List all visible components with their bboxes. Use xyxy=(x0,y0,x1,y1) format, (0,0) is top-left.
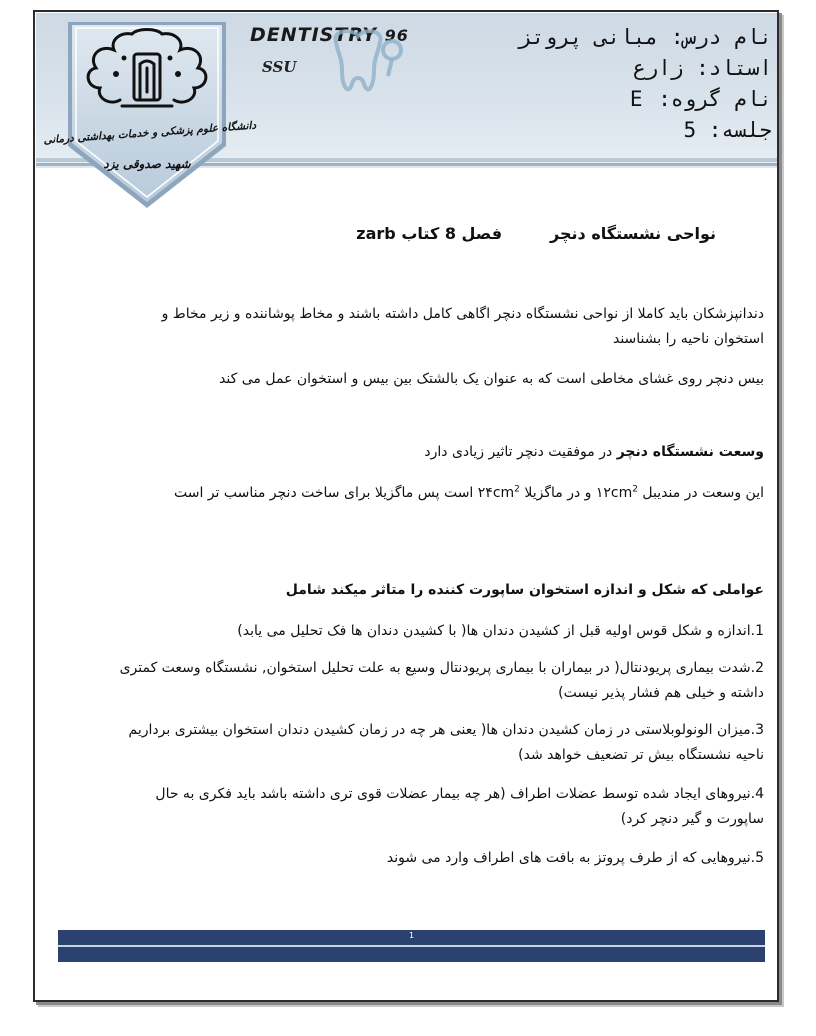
document-title xyxy=(196,224,716,243)
university-logo xyxy=(43,18,257,210)
paragraph-3 xyxy=(114,440,764,465)
title-topic: نواحی نشستگاه دنچر xyxy=(550,224,716,243)
dentistry-badge-text: DENTISTRY xyxy=(250,24,377,46)
paragraph-4-part-c: است پس ماگزیلا برای ساخت دنچر مناسب تر است xyxy=(173,485,478,501)
factor-item-1: 1.اندازه و شکل قوس اولیه قبل از کشیدن دندان ها( با کشیدن دندان ها فک تحلیل می یابد) xyxy=(237,623,764,639)
factor-item-4: 4.نیروهای ایجاد شده توسط عضلات اطراف (هر چه بیمار عضلات قوی تری داشته باشد باید فکری به حال ساپورت و گیر دنچر کرد) xyxy=(155,786,764,827)
dentistry-badge-year: 96 xyxy=(384,26,409,45)
title-chapter: فصل 8 کتاب zarb xyxy=(356,224,503,243)
paragraph-1: دندانپزشکان باید کاملا از نواحی نشستگاه دنچر اگاهی کامل داشته باشند و مخاط پوشاننده و زیر مخاط و استخوان ناحیه را بشناسند xyxy=(161,306,764,347)
course-info xyxy=(452,22,772,146)
logo-caption-2: شهید صدوقی یزد xyxy=(103,157,191,171)
paragraph-2: بیس دنچر روی غشای مخاطی است که به عنوان یک بالشتک بین بیس و استخوان عمل می کند xyxy=(219,371,764,387)
course-name: نام درس: مبانی پروتز xyxy=(519,25,772,49)
superscript-1: 2 xyxy=(632,484,638,495)
paragraph-4 xyxy=(114,481,764,506)
paragraph-4-part-b: و در ماگزیلا ۲۴cm xyxy=(477,485,596,501)
paragraph-4-part-a: این وسعت در مندیبل ۱۲cm xyxy=(595,485,764,501)
session-number: جلسه: 5 xyxy=(683,118,772,142)
paragraph-3-rest: در موفقیت دنچر تاثیر زیادی دارد xyxy=(424,444,617,460)
factor-item-3: 3.میزان الونولوبلاستی در زمان کشیدن دندان ها( یعنی هر چه در زمان کشیدن دندان استخوان بیشتری برداریم ناحیه نشستگاه بیش تر تضعیف خواهد شد) xyxy=(128,722,764,763)
page-number: 1 xyxy=(408,931,415,940)
paragraph-3-bold: وسعت نشستگاه دنچر xyxy=(616,444,764,460)
factors-heading: عواملی که شکل و اندازه استخوان ساپورت کننده را متاثر میکند شامل xyxy=(285,582,764,598)
factor-item-2: 2.شدت بیماری پریودنتال( در بیماران با بیماری پریودنتال وسیع به علت تحلیل استخوان, نشستگاه وسعت کمتری داشته و خیلی هم فشار پذیر نیست) xyxy=(119,660,764,701)
footer-band xyxy=(58,930,765,962)
logo-caption-1: دانشگاه علوم پزشکی و خدمات بهداشتی درمانی xyxy=(43,119,257,147)
factor-item-5: 5.نیروهایی که از طرف پروتز به بافت های اطراف وارد می شوند xyxy=(386,850,764,866)
tooth-icon xyxy=(318,24,408,104)
superscript-2: 2 xyxy=(514,484,520,495)
teacher-name: استاد: زارع xyxy=(632,56,772,80)
ssu-label: SSU xyxy=(262,58,297,76)
footer-divider xyxy=(58,945,765,947)
group-name: نام گروه: E xyxy=(629,87,772,111)
